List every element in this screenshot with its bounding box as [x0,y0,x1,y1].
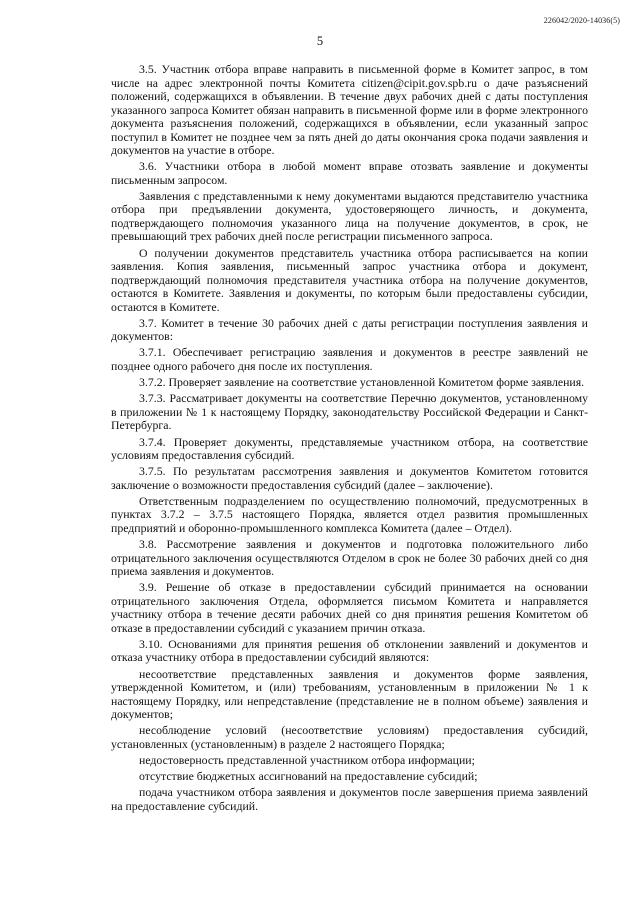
document-id: 226042/2020-14036(5) [543,16,620,25]
ground-no-budget: отсутствие бюджетных ассигнований на предоставление субсидий; [139,769,478,784]
ground-late-submission: подача участником отбора заявления и документов после завершения приема заявлений на предоставление субсидий. [111,785,588,813]
paragraph-3-8: 3.8. Рассмотрение заявления и документов и подготовка положительного либо отрицательного заключения осуществляются Отделом в срок не более 30 рабочих дней со дня приема заявления и документов. [111,537,588,579]
paragraph-3-7-1: 3.7.1. Обеспечивает регистрацию заявления и документов в реестре заявлений не позднее одного рабочего дня после их поступления. [111,345,588,373]
paragraph-responsible-unit: Ответственным подразделением по осуществлению полномочий, предусмотренных в пунктах 3.7.2 – 3.7.5 настоящего Порядка, является отдел развития промышленных предприятий и оборонно-промышленного комплекса Комитета (далее – Отдел). [111,493,588,535]
paragraph-3-7-5: 3.7.5. По результатам рассмотрения заявления и документов Комитетом готовится заключение о возможности предоставления субсидий (далее – заключение). [111,464,588,492]
paragraph-3-10: 3.10. Основаниями для принятия решения об отклонении заявлений и документов и отказа участнику отбора в предоставлении субсидий являются: [111,636,588,665]
paragraph-3-5: 3.5. Участник отбора вправе направить в письменной форме в Комитет запрос, в том числе на адрес электронной почты Комитета citizen@cipit.gov.spb.ru о даче разъяснений положений, содержащихся в объявлении. В течение двух рабочих дней с даты поступления указанного запроса Комитет обязан направить в письменной форме или в форме электронного документа разъяснения положений, содержащихся в объявлении, если указанный запрос поступил в Комитет не позднее чем за пять дней до даты окончания срока подачи заявления и документов на участие в отборе. [111,62,588,157]
page-number: 5 [316,34,324,48]
paragraph-3-7-2: 3.7.2. Проверяет заявление на соответствие установленной Комитетом форме заявления. [139,375,585,390]
body-text [111,63,588,816]
paragraph-3-9: 3.9. Решение об отказе в предоставлении субсидий принимается на основании отрицательного заключения Отдела, оформляется письмом Комитета и направляется участнику отбора в течение десяти рабочих дней со дня принятия решения Комитетом об отказе в предоставлении субсидий с указанием причин отказа. [111,580,588,635]
paragraph-3-7-4: 3.7.4. Проверяет документы, представляемые участником отбора, на соответствие условиям предоставления субсидий. [111,434,588,462]
paragraph-3-6: 3.6. Участники отбора в любой момент вправе отозвать заявление и документы письменным запросом. [111,159,588,187]
paragraph-return-documents: Заявления с представленными к нему документами выдаются представителю участника отбора при предъявлении документа, удостоверяющего личность, и документа, подтверждающего полномочия указанного лица на получение документов, в срок, не превышающий трех рабочих дней после регистрации письменного запроса. [111,188,588,244]
paragraph-receipt-signature: О получении документов представитель участника отбора расписывается на копии заявления. Копия заявления, письменный запрос участника отбора и документ, подтверждающий полномочия представителя участника отбора на получение документов, остаются в Комитете. Заявления и документы, по которым были предоставлены субсидии, остаются в Комитете. [111,245,588,314]
paragraph-3-7: 3.7. Комитет в течение 30 рабочих дней с даты регистрации поступления заявления и документов: [111,315,588,344]
paragraph-3-7-3: 3.7.3. Рассматривает документы на соответствие Перечню документов, установленному в приложении № 1 к настоящему Порядку, законодательству Российской Федерации и Санкт-Петербурга. [111,391,588,433]
ground-form-mismatch: несоответствие представленных заявления и документов форме заявления, утвержденной Комитетом, и (или) требованиям, установленным в приложении № 1 к настоящему Порядку, или непредставление (представление не в полном объеме) заявления и документов; [111,666,588,722]
ground-false-information: недостоверность представленной участником отбора информации; [139,753,475,767]
ground-conditions-violation: несоблюдение условий (несоответствие условиям) предоставления субсидий, установленных (установленным) в разделе 2 настоящего Порядка; [111,723,588,751]
